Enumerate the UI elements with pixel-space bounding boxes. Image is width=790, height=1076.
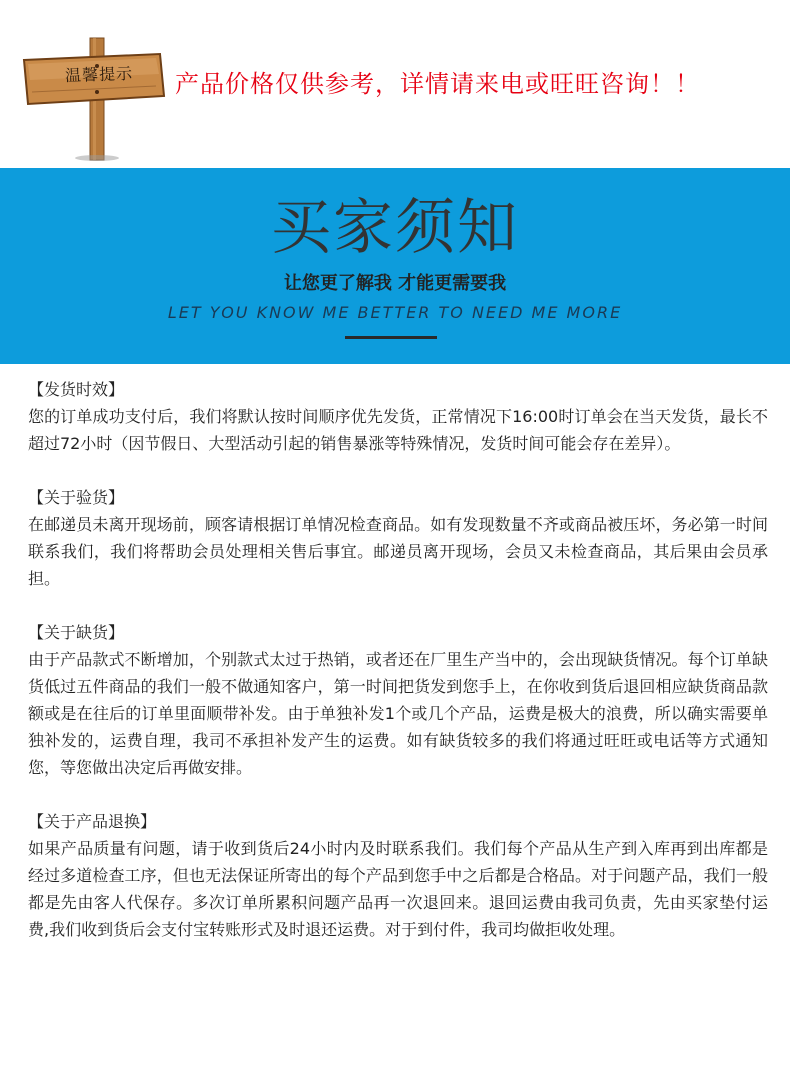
sign-label: 温馨提示: [64, 63, 134, 86]
notice-content: [28, 376, 768, 970]
section-returns: [28, 808, 768, 943]
banner-divider: [345, 336, 437, 339]
section-title: 【发货时效】: [28, 380, 125, 399]
section-body: 如果产品质量有问题，请于收到货后24小时内及时联系我们。我们每个产品从生产到入库再到出库都是经过多道检查工序，但也无法保证所寄出的每个产品到您手中之后都是合格品。对于问题产品，我们一般都是先由客人代保存。多次订单所累积问题产品再一次退回来。退回运费由我司负责，先由买家垫付运费,我们收到货后会支付宝转账形式及时退还运费。对于到付件，我司均做拒收处理。: [28, 839, 768, 939]
section-inspection: [28, 484, 768, 592]
section-body: 在邮递员未离开现场前，顾客请根据订单情况检查商品。如有发现数量不齐或商品被压坏，务必第一时间联系我们，我们将帮助会员处理相关售后事宜。邮递员离开现场，会员又未检查商品，其后果由会员承担。: [28, 515, 768, 588]
banner-english-tagline: LET YOU KNOW ME BETTER TO NEED ME MORE: [167, 303, 623, 322]
warm-tip-header: [0, 0, 790, 168]
section-shipping: [28, 376, 768, 457]
section-body: 您的订单成功支付后，我们将默认按时间顺序优先发货，正常情况下16:00时订单会在当天发货，最长不超过72小时（因节假日、大型活动引起的销售暴涨等特殊情况，发货时间可能会存在差异）。: [28, 407, 768, 453]
price-notice: 产品价格仅供参考，详情请来电或旺旺咨询！！: [175, 70, 700, 98]
banner-subtitle: 让您更了解我 才能更需要我: [283, 273, 507, 294]
section-title: 【关于验货】: [28, 488, 125, 507]
section-body: 由于产品款式不断增加，个别款式太过于热销，或者还在厂里生产当中的，会出现缺货情况。每个订单缺货低过五件商品的我们一般不做通知客户，第一时间把货发到您手上，在你收到货后退回相应缺货商品款额或是在往后的订单里面顺带补发。由于单独补发1个或几个产品，运费是极大的浪费，所以确实需要单独补发的，运费自理，我司不承担补发产生的运费。如有缺货较多的我们将通过旺旺或电话等方式通知您，等您做出决定后再做安排。: [28, 650, 768, 777]
buyer-notice-banner: [0, 168, 790, 364]
section-title: 【关于产品退换】: [28, 812, 157, 831]
section-out-of-stock: [28, 619, 768, 781]
banner-title: 买家须知: [271, 193, 519, 263]
section-title: 【关于缺货】: [28, 623, 125, 642]
wooden-signpost-icon: [20, 34, 170, 162]
